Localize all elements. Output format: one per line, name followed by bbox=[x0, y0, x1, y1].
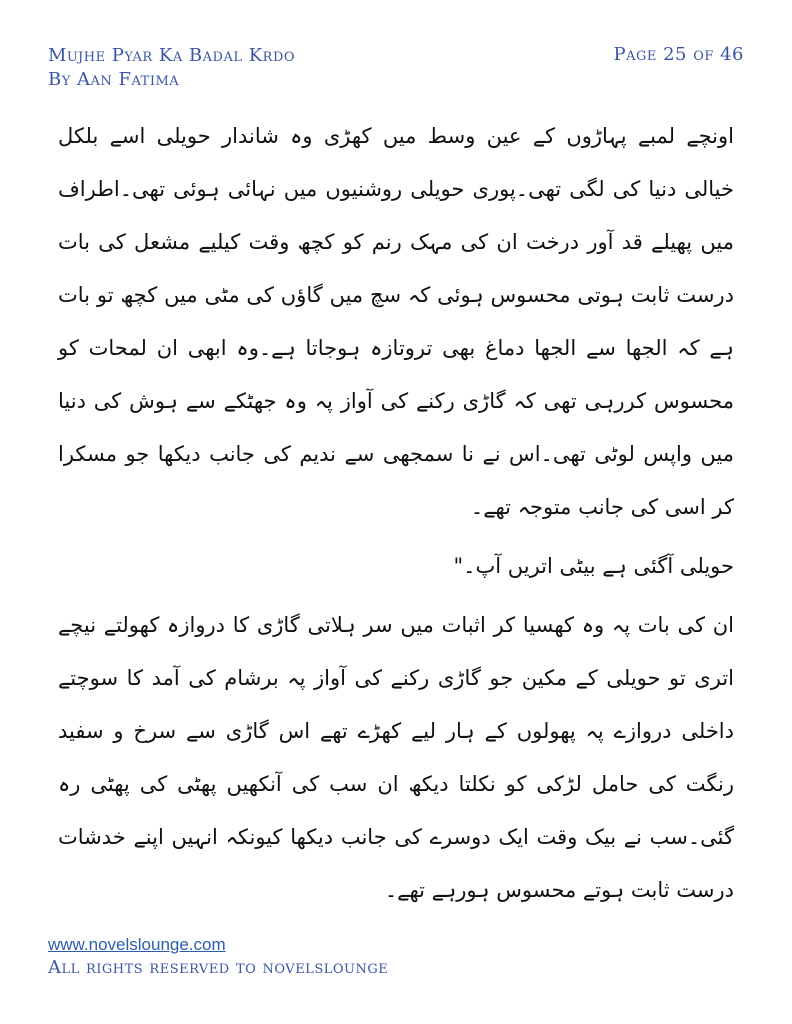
novel-title: Mujhe Pyar Ka Badal Krdo bbox=[48, 45, 296, 66]
page-number: Page 25 of 46 bbox=[613, 44, 744, 65]
header-left bbox=[48, 44, 295, 92]
paragraph-1: اونچے لمبے پہاڑوں کے عین وسط میں کھڑی وہ شاندار حویلی اسے بلکل خیالی دنیا کی لگی تھی۔پوری حویلی روشنیوں میں نہائی ہوئی تھی۔اطراف میں پھیلے قد آور درخت ان کی مہک رنم کو کچھ وقت کیلیے مشعل کی بات درست ثابت ہوتی محسوس ہوئی کہ سچ میں گاؤں کی مٹی میں کچھ تو بات ہے کہ الجھا سے الجھا دماغ بھی تروتازہ ہوجاتا ہے۔وہ ابھی ان لمحات کو محسوس کررہی تھی کہ گاڑی رکنے کی آواز پہ وہ جھٹکے سے ہوش کی دنیا میں واپس لوٹی تھی۔اس نے نا سمجھی سے ندیم کی جانب دیکھا جو مسکرا کر اسی کی جانب متوجہ تھے۔ bbox=[58, 124, 734, 519]
paragraph-3: ان کی بات پہ وہ کھسیا کر اثبات میں سر ہلاتی گاڑی کا دروازہ کھولتے نیچے اتری تو حویلی کے مکین جو گاڑی رکنے کی آواز پہ برشام کی آمد کا سوچتے داخلی دروازے پہ پھولوں کے ہار لیے کھڑے تھے اس گاڑی سے سرخ و سفید رنگت کی حامل لڑکی کو نکلتا دیکھ ان سب کی آنکھیں پھٹی کی پھٹی رہ گئی۔سب نے بیک وقت ایک دوسرے کی جانب دیکھا کیونکہ انہیں اپنے خدشات درست ثابت ہوتے محسوس ہورہے تھے۔ bbox=[58, 613, 734, 902]
author-name: By Aan Fatima bbox=[48, 69, 180, 90]
website-link[interactable]: www.novelslounge.com bbox=[48, 935, 226, 954]
story-body bbox=[58, 110, 734, 917]
rights-notice: All rights reserved to novelslounge bbox=[48, 957, 389, 978]
footer bbox=[48, 934, 388, 980]
paragraph-2-dialogue: حویلی آگئی ہے بیٹی اتریں آپ۔" bbox=[453, 554, 734, 578]
